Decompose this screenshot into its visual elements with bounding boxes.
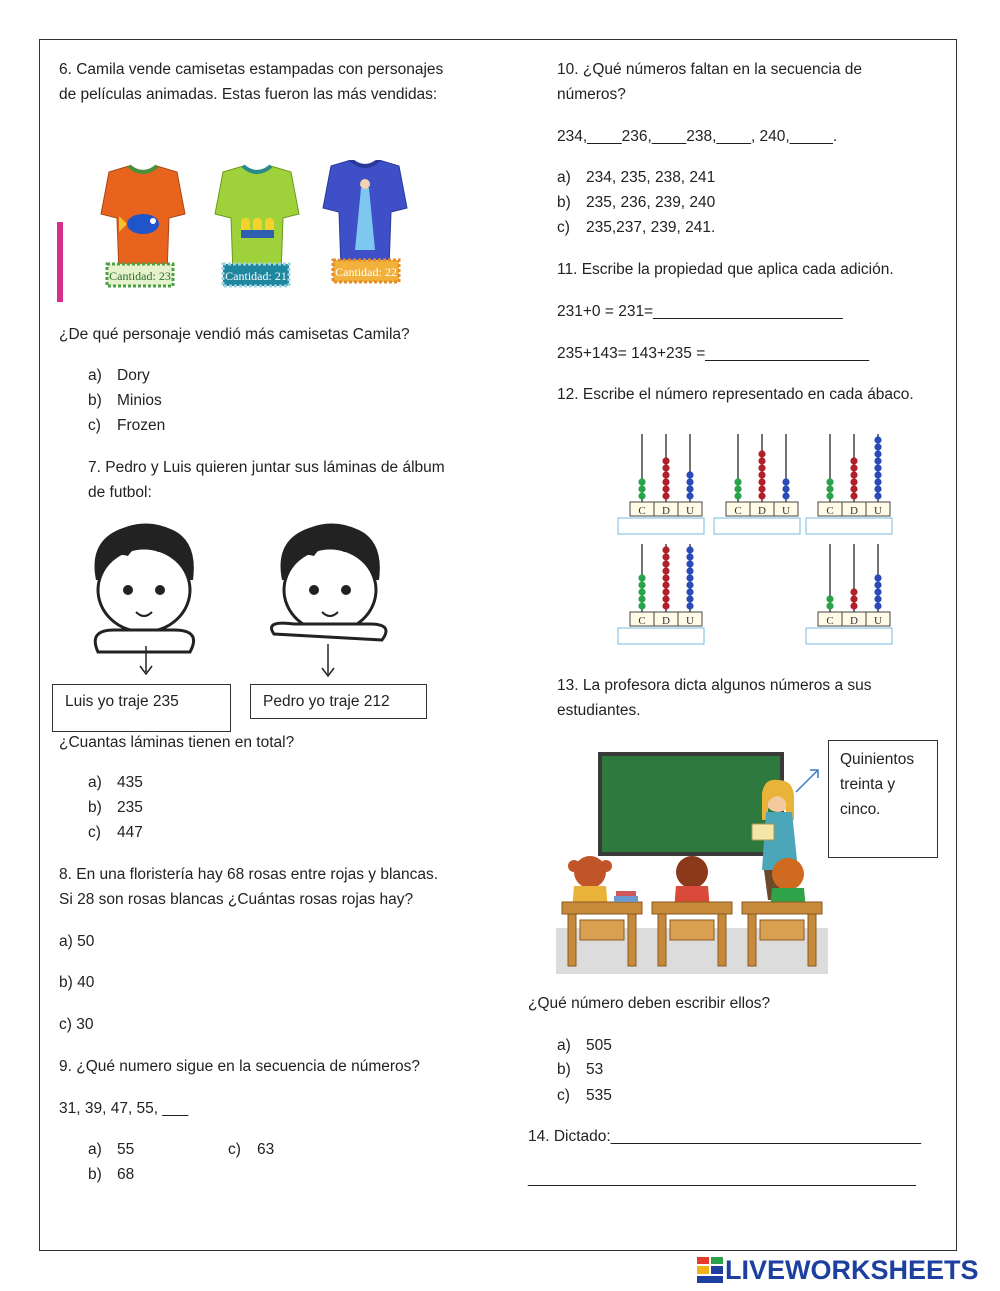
q10-option-b[interactable]: b) 235, 236, 239, 240 [557, 194, 716, 211]
abacus-column-label: C [638, 615, 646, 627]
abacus-bead [686, 602, 693, 609]
abacus-column-label: U [782, 505, 790, 517]
abacus-bead [758, 492, 765, 499]
tshirt-frozen [323, 160, 407, 268]
abacus-bead [758, 464, 765, 471]
q7-text-line2: de futbol: [88, 484, 152, 501]
abacus-bead [874, 436, 881, 443]
abacus-bead [686, 471, 693, 478]
q7-option-b[interactable]: b) 235 [88, 799, 143, 816]
abacus-bead [874, 574, 881, 581]
q9-option-a[interactable]: a) 55 [88, 1141, 135, 1158]
abacus-2 [714, 434, 800, 534]
abacus-bead [850, 478, 857, 485]
abacus-bead [686, 492, 693, 499]
abacus-bead [874, 464, 881, 471]
q6-option-b[interactable]: b) Minios [88, 392, 162, 409]
q9-text-line1: 9. ¿Qué numero sigue en la secuencia de números? [59, 1058, 421, 1075]
q13-question: ¿Qué número deben escribir ellos? [528, 995, 771, 1012]
abacus-bead [782, 478, 789, 485]
abacus-bead [850, 471, 857, 478]
boy-pedro [272, 523, 387, 676]
abacus-bead [782, 485, 789, 492]
abacus-bead [686, 553, 693, 560]
q6-text-line1: 6. Camila vende camisetas estampadas con personajes [59, 61, 444, 78]
tshirts-image [57, 160, 417, 302]
q6-option-c[interactable]: c) Frozen [88, 417, 166, 434]
abacus-column-label: D [662, 615, 670, 627]
abacus-answer-field[interactable] [618, 518, 704, 534]
abacus-bead [686, 546, 693, 553]
boys-illustration [78, 520, 398, 682]
abacus-bead [874, 457, 881, 464]
abacus-bead [638, 492, 645, 499]
abacus-answer-field[interactable] [714, 518, 800, 534]
abacus-bead [874, 602, 881, 609]
q14-dictation-line1[interactable]: 14. Dictado:____________________________________ [528, 1128, 922, 1145]
q11-equation-2[interactable]: 235+143= 143+235 =___________________ [557, 345, 870, 362]
abacus-bead [686, 574, 693, 581]
liveworksheets-text: LIVEWORKSHEETS [725, 1254, 979, 1285]
abacus-bead [638, 588, 645, 595]
abacus-bead [662, 546, 669, 553]
abacus-bead [874, 492, 881, 499]
abacus-answer-field[interactable] [618, 628, 704, 644]
abacus-bead [874, 471, 881, 478]
abacus-bead [662, 588, 669, 595]
q8-option-b[interactable]: b) 40 [59, 974, 95, 991]
q10-sequence: 234,____236,____238,____, 240,_____. [557, 128, 838, 145]
abacus-column-label: U [686, 615, 694, 627]
abacus-bead [686, 581, 693, 588]
abacus-3 [806, 434, 892, 534]
q8-text-line2: Si 28 son rosas blancas ¿Cuántas rosas rojas hay? [59, 891, 414, 908]
svg-text:Cantidad: 21: Cantidad: 21 [225, 269, 287, 283]
q8-option-c[interactable]: c) 30 [59, 1016, 94, 1033]
abacus-bead [874, 478, 881, 485]
abacus-bead [826, 595, 833, 602]
abacus-bead [758, 457, 765, 464]
abacus-bead [686, 588, 693, 595]
abacus-bead [874, 443, 881, 450]
abacus-bead [826, 492, 833, 499]
abacus-column-label: U [874, 505, 882, 517]
boy-luis [95, 523, 194, 674]
abacus-bead [686, 567, 693, 574]
abacus-bead [826, 602, 833, 609]
abacus-1 [618, 434, 704, 534]
abacus-bead [850, 457, 857, 464]
pedro-box: Pedro yo traje 212 [250, 684, 427, 719]
svg-text:Cantidad: 23: Cantidad: 23 [109, 269, 171, 283]
abacus-bead [662, 471, 669, 478]
q7-option-c[interactable]: c) 447 [88, 824, 143, 841]
abacus-bead [782, 492, 789, 499]
abacus-bead [850, 464, 857, 471]
abacus-bead [662, 464, 669, 471]
q11-equation-1[interactable]: 231+0 = 231=______________________ [557, 303, 843, 320]
abacus-bead [734, 492, 741, 499]
label-minions [223, 264, 289, 286]
abacus-column-label: C [826, 505, 834, 517]
abacus-bead [662, 457, 669, 464]
abacus-bead [662, 595, 669, 602]
abacus-bead [662, 478, 669, 485]
abacus-bead [850, 595, 857, 602]
abacus-column-label: U [874, 615, 882, 627]
tshirt-minions [215, 166, 299, 274]
abacus-bead [850, 492, 857, 499]
q11-text-line1: 11. Escribe la propiedad que aplica cada adición. [557, 261, 894, 278]
abacus-bead [686, 478, 693, 485]
abacus-bead [874, 450, 881, 457]
q7-question: ¿Cuantas láminas tienen en total? [59, 734, 295, 751]
abacus-group [610, 428, 900, 650]
abacus-bead [662, 567, 669, 574]
svg-text:Cantidad: 22: Cantidad: 22 [335, 265, 397, 279]
abacus-bead [734, 485, 741, 492]
abacus-bead [662, 485, 669, 492]
q10-option-a[interactable]: a) 234, 235, 238, 241 [557, 169, 716, 186]
abacus-answer-field[interactable] [806, 518, 892, 534]
abacus-bead [758, 471, 765, 478]
q12-text-line1: 12. Escribe el número representado en cada ábaco. [557, 386, 914, 403]
q10-option-c[interactable]: c) 235,237, 239, 241. [557, 219, 716, 236]
label-frozen [333, 260, 399, 282]
q9-sequence: 31, 39, 47, 55, ___ [59, 1100, 189, 1117]
abacus-4 [618, 544, 704, 644]
q8-option-a[interactable]: a) 50 [59, 933, 95, 950]
abacus-bead [758, 450, 765, 457]
label-dory [107, 264, 173, 286]
q14-dictation-line2[interactable]: _____________________________________________ [528, 1170, 916, 1187]
q6-option-a[interactable]: a) Dory [88, 367, 150, 384]
abacus-bead [826, 478, 833, 485]
q9-option-b[interactable]: b) 68 [88, 1166, 135, 1183]
dictation-bubble: Quinientos treinta y cinco. [828, 740, 938, 858]
q10-text-line1: 10. ¿Qué números faltan en la secuencia de [557, 61, 863, 78]
q13-option-c[interactable]: c) 535 [557, 1087, 612, 1104]
liveworksheets-icon [697, 1257, 723, 1283]
abacus-bead [638, 574, 645, 581]
abacus-answer-field[interactable] [806, 628, 892, 644]
q13-text-line1: 13. La profesora dicta algunos números a sus [557, 677, 872, 694]
abacus-bead [850, 588, 857, 595]
abacus-column-label: D [850, 615, 858, 627]
abacus-column-label: U [686, 505, 694, 517]
q7-text-line1: 7. Pedro y Luis quieren juntar sus láminas de álbum [88, 459, 445, 476]
abacus-column-label: D [758, 505, 766, 517]
abacus-column-label: C [826, 615, 834, 627]
q13-option-a[interactable]: a) 505 [557, 1037, 612, 1054]
q7-option-a[interactable]: a) 435 [88, 774, 143, 791]
q13-option-b[interactable]: b) 53 [557, 1061, 604, 1078]
q10-text-line2: números? [557, 86, 626, 103]
abacus-bead [638, 602, 645, 609]
abacus-5 [806, 544, 892, 644]
abacus-bead [850, 602, 857, 609]
abacus-bead [662, 581, 669, 588]
abacus-bead [662, 602, 669, 609]
abacus-bead [850, 485, 857, 492]
q9-option-c[interactable]: c) 63 [228, 1141, 275, 1158]
abacus-bead [638, 478, 645, 485]
abacus-bead [826, 485, 833, 492]
abacus-column-label: D [850, 505, 858, 517]
abacus-bead [734, 478, 741, 485]
abacus-bead [638, 595, 645, 602]
abacus-bead [662, 560, 669, 567]
q6-text-line2: de películas animadas. Estas fueron las más vendidas: [59, 86, 438, 103]
abacus-bead [874, 588, 881, 595]
liveworksheets-logo [697, 1255, 979, 1285]
abacus-bead [638, 581, 645, 588]
abacus-column-label: D [662, 505, 670, 517]
abacus-column-label: C [638, 505, 646, 517]
abacus-bead [662, 553, 669, 560]
abacus-bead [686, 560, 693, 567]
q6-question: ¿De qué personaje vendió más camisetas Camila? [59, 326, 410, 343]
abacus-bead [662, 492, 669, 499]
classroom-illustration [556, 750, 828, 974]
q13-text-line2: estudiantes. [557, 702, 641, 719]
abacus-bead [758, 485, 765, 492]
abacus-bead [874, 595, 881, 602]
abacus-column-label: C [734, 505, 742, 517]
abacus-bead [874, 581, 881, 588]
abacus-bead [686, 485, 693, 492]
abacus-bead [638, 485, 645, 492]
luis-box: Luis yo traje 235 [52, 684, 231, 732]
abacus-bead [662, 574, 669, 581]
abacus-bead [874, 485, 881, 492]
abacus-bead [686, 595, 693, 602]
q8-text-line1: 8. En una floristería hay 68 rosas entre rojas y blancas. [59, 866, 439, 883]
tshirt-dory [101, 166, 185, 274]
abacus-bead [758, 478, 765, 485]
